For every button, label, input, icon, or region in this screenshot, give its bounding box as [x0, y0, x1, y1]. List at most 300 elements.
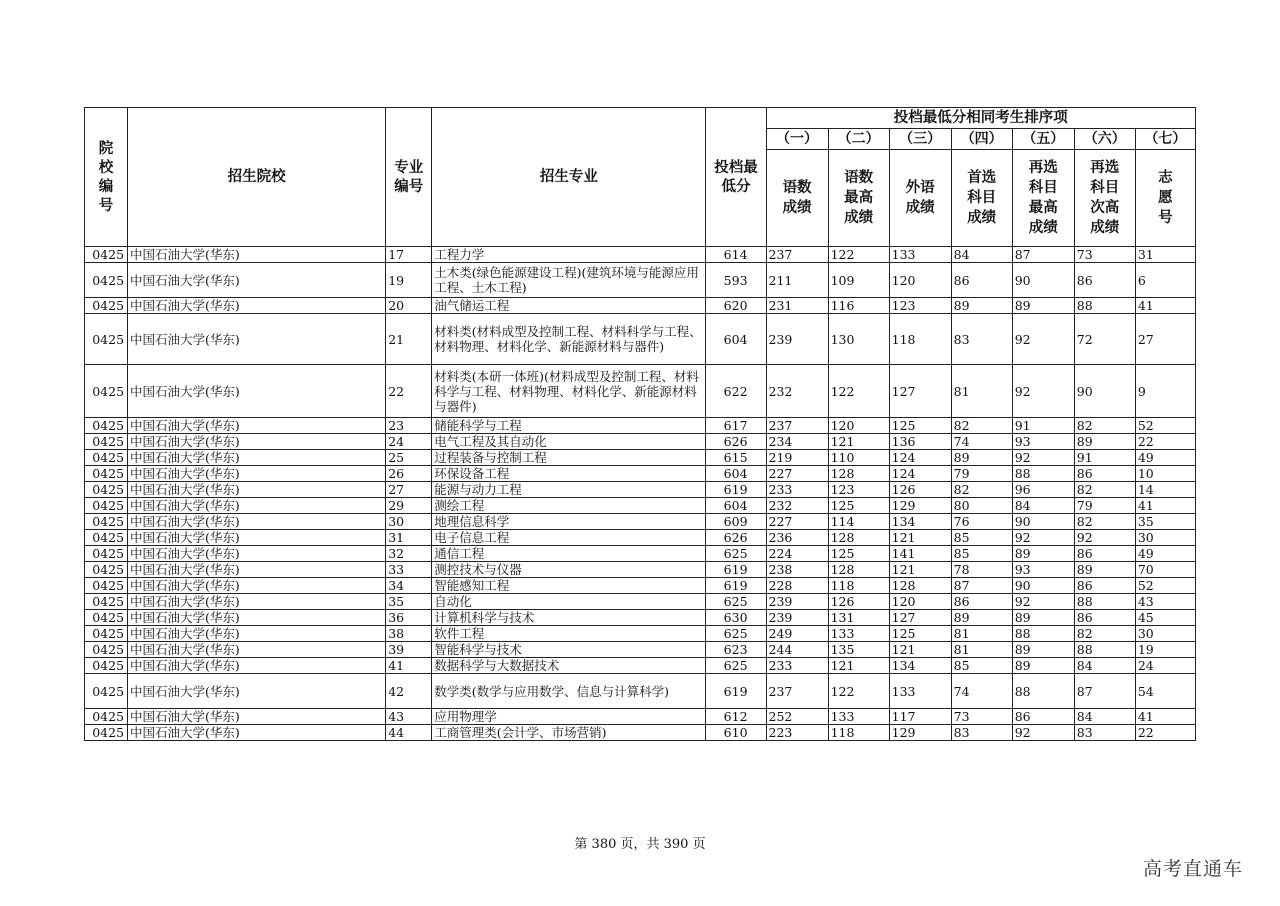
- cell-score-6: 90: [1074, 365, 1135, 418]
- cell-major-name: 材料类(本研一体班)(材料成型及控制工程、材料科学与工程、材料物理、材料化学、新能源材料与器件): [432, 365, 706, 418]
- cell-college-name: 中国石油大学(华东): [128, 498, 386, 514]
- cell-score-4: 79: [951, 466, 1012, 482]
- cell-score-3: 136: [889, 434, 951, 450]
- header-college-code: 院校编号: [85, 108, 128, 247]
- cell-score-3: 124: [889, 450, 951, 466]
- cell-score-7: 49: [1135, 450, 1195, 466]
- cell-score-7: 9: [1135, 365, 1195, 418]
- cell-score-3: 124: [889, 466, 951, 482]
- table-row: [85, 450, 1196, 466]
- cell-score-5: 90: [1012, 514, 1074, 530]
- cell-score-4: 86: [951, 594, 1012, 610]
- cell-score-2: 110: [828, 450, 889, 466]
- cell-score-3: 121: [889, 562, 951, 578]
- cell-college-code: 0425: [85, 482, 128, 498]
- cell-score-7: 10: [1135, 466, 1195, 482]
- cell-score-1: 232: [766, 365, 828, 418]
- cell-college-name: 中国石油大学(华东): [128, 725, 386, 741]
- cell-major-code: 27: [386, 482, 432, 498]
- cell-score-6: 92: [1074, 530, 1135, 546]
- cell-major-code: 41: [386, 658, 432, 674]
- cell-score-1: 211: [766, 263, 828, 298]
- cell-score-4: 82: [951, 418, 1012, 434]
- cell-score-3: 125: [889, 418, 951, 434]
- cell-score-5: 89: [1012, 546, 1074, 562]
- cell-score-7: 45: [1135, 610, 1195, 626]
- cell-major-name: 自动化: [432, 594, 706, 610]
- cell-major-name: 电子信息工程: [432, 530, 706, 546]
- cell-major-name: 过程装备与控制工程: [432, 450, 706, 466]
- cell-college-name: 中国石油大学(华东): [128, 610, 386, 626]
- cell-college-code: 0425: [85, 314, 128, 365]
- cell-min-score: 619: [706, 674, 766, 709]
- header-order-4: （四）: [951, 129, 1012, 150]
- cell-college-name: 中国石油大学(华东): [128, 709, 386, 725]
- cell-score-3: 129: [889, 725, 951, 741]
- cell-major-code: 19: [386, 263, 432, 298]
- header-sub-2: 语数最高成绩: [828, 150, 889, 247]
- cell-college-code: 0425: [85, 725, 128, 741]
- table-row: [85, 578, 1196, 594]
- cell-college-name: 中国石油大学(华东): [128, 466, 386, 482]
- cell-score-4: 74: [951, 434, 1012, 450]
- cell-score-6: 87: [1074, 674, 1135, 709]
- cell-score-4: 83: [951, 314, 1012, 365]
- cell-college-code: 0425: [85, 578, 128, 594]
- cell-college-name: 中国石油大学(华东): [128, 562, 386, 578]
- cell-major-code: 25: [386, 450, 432, 466]
- cell-major-name: 测绘工程: [432, 498, 706, 514]
- cell-score-6: 88: [1074, 594, 1135, 610]
- cell-score-3: 129: [889, 498, 951, 514]
- cell-score-6: 84: [1074, 658, 1135, 674]
- cell-score-6: 86: [1074, 578, 1135, 594]
- cell-score-7: 52: [1135, 578, 1195, 594]
- cell-min-score: 620: [706, 298, 766, 314]
- cell-score-6: 73: [1074, 247, 1135, 263]
- cell-major-name: 储能科学与工程: [432, 418, 706, 434]
- cell-score-5: 92: [1012, 725, 1074, 741]
- cell-major-name: 油气储运工程: [432, 298, 706, 314]
- cell-min-score: 617: [706, 418, 766, 434]
- cell-major-code: 17: [386, 247, 432, 263]
- cell-score-3: 127: [889, 365, 951, 418]
- cell-score-3: 120: [889, 263, 951, 298]
- cell-score-4: 89: [951, 610, 1012, 626]
- table-row: [85, 546, 1196, 562]
- cell-score-5: 92: [1012, 450, 1074, 466]
- cell-college-name: 中国石油大学(华东): [128, 450, 386, 466]
- cell-college-name: 中国石油大学(华东): [128, 434, 386, 450]
- cell-major-code: 23: [386, 418, 432, 434]
- cell-major-code: 32: [386, 546, 432, 562]
- cell-college-code: 0425: [85, 658, 128, 674]
- cell-major-name: 土木类(绿色能源建设工程)(建筑环境与能源应用工程、土木工程): [432, 263, 706, 298]
- cell-college-code: 0425: [85, 247, 128, 263]
- cell-score-1: 239: [766, 594, 828, 610]
- cell-score-4: 82: [951, 482, 1012, 498]
- header-order-6: （六）: [1074, 129, 1135, 150]
- table-row: [85, 626, 1196, 642]
- cell-score-1: 233: [766, 482, 828, 498]
- cell-score-7: 35: [1135, 514, 1195, 530]
- cell-score-4: 85: [951, 658, 1012, 674]
- header-order-2: （二）: [828, 129, 889, 150]
- header-sub-3: 外语成绩: [889, 150, 951, 247]
- table-row: [85, 418, 1196, 434]
- cell-college-name: 中国石油大学(华东): [128, 482, 386, 498]
- cell-score-3: 127: [889, 610, 951, 626]
- cell-score-5: 92: [1012, 530, 1074, 546]
- cell-min-score: 626: [706, 434, 766, 450]
- cell-score-2: 128: [828, 530, 889, 546]
- cell-score-2: 122: [828, 247, 889, 263]
- cell-score-6: 88: [1074, 298, 1135, 314]
- cell-college-code: 0425: [85, 418, 128, 434]
- cell-score-4: 81: [951, 642, 1012, 658]
- cell-min-score: 625: [706, 626, 766, 642]
- cell-score-4: 76: [951, 514, 1012, 530]
- cell-major-name: 智能科学与技术: [432, 642, 706, 658]
- cell-score-2: 116: [828, 298, 889, 314]
- cell-score-7: 41: [1135, 709, 1195, 725]
- cell-college-code: 0425: [85, 434, 128, 450]
- cell-score-4: 74: [951, 674, 1012, 709]
- table-header: [85, 108, 1196, 247]
- cell-college-code: 0425: [85, 642, 128, 658]
- header-sub-7: 志愿号: [1135, 150, 1195, 247]
- cell-score-2: 114: [828, 514, 889, 530]
- cell-min-score: 604: [706, 314, 766, 365]
- cell-min-score: 604: [706, 466, 766, 482]
- cell-score-1: 228: [766, 578, 828, 594]
- cell-score-5: 88: [1012, 466, 1074, 482]
- cell-score-7: 41: [1135, 498, 1195, 514]
- cell-score-3: 123: [889, 298, 951, 314]
- table-row: [85, 434, 1196, 450]
- cell-min-score: 623: [706, 642, 766, 658]
- cell-score-2: 128: [828, 562, 889, 578]
- cell-score-2: 133: [828, 709, 889, 725]
- table-row: [85, 514, 1196, 530]
- page-footer: 第 380 页，共 390 页: [574, 837, 706, 852]
- cell-major-code: 30: [386, 514, 432, 530]
- cell-major-name: 智能感知工程: [432, 578, 706, 594]
- cell-score-5: 89: [1012, 658, 1074, 674]
- cell-score-1: 227: [766, 514, 828, 530]
- cell-min-score: 625: [706, 594, 766, 610]
- cell-score-6: 89: [1074, 562, 1135, 578]
- cell-major-code: 24: [386, 434, 432, 450]
- cell-score-3: 134: [889, 658, 951, 674]
- cell-score-1: 224: [766, 546, 828, 562]
- cell-score-1: 227: [766, 466, 828, 482]
- table-row: [85, 562, 1196, 578]
- cell-score-2: 109: [828, 263, 889, 298]
- table-row: [85, 298, 1196, 314]
- cell-score-5: 91: [1012, 418, 1074, 434]
- cell-score-1: 237: [766, 418, 828, 434]
- cell-score-2: 122: [828, 674, 889, 709]
- header-order-3: （三）: [889, 129, 951, 150]
- cell-college-name: 中国石油大学(华东): [128, 674, 386, 709]
- cell-college-code: 0425: [85, 709, 128, 725]
- cell-major-code: 26: [386, 466, 432, 482]
- cell-score-6: 89: [1074, 434, 1135, 450]
- cell-college-code: 0425: [85, 594, 128, 610]
- cell-min-score: 615: [706, 450, 766, 466]
- cell-major-name: 应用物理学: [432, 709, 706, 725]
- cell-score-5: 90: [1012, 263, 1074, 298]
- cell-score-4: 85: [951, 546, 1012, 562]
- header-min-score: 投档最低分: [706, 108, 766, 247]
- cell-min-score: 625: [706, 658, 766, 674]
- cell-score-5: 96: [1012, 482, 1074, 498]
- cell-college-name: 中国石油大学(华东): [128, 530, 386, 546]
- cell-college-code: 0425: [85, 466, 128, 482]
- cell-score-3: 121: [889, 530, 951, 546]
- cell-score-5: 93: [1012, 434, 1074, 450]
- cell-score-5: 92: [1012, 365, 1074, 418]
- header-order-7: （七）: [1135, 129, 1195, 150]
- cell-college-name: 中国石油大学(华东): [128, 546, 386, 562]
- cell-score-3: 125: [889, 626, 951, 642]
- cell-major-code: 29: [386, 498, 432, 514]
- cell-major-name: 软件工程: [432, 626, 706, 642]
- cell-score-2: 121: [828, 434, 889, 450]
- cell-score-3: 134: [889, 514, 951, 530]
- cell-college-code: 0425: [85, 365, 128, 418]
- cell-score-6: 82: [1074, 626, 1135, 642]
- cell-score-6: 82: [1074, 418, 1135, 434]
- cell-min-score: 614: [706, 247, 766, 263]
- cell-score-1: 223: [766, 725, 828, 741]
- cell-min-score: 626: [706, 530, 766, 546]
- table-row: [85, 658, 1196, 674]
- header-order-1: （一）: [766, 129, 828, 150]
- cell-college-name: 中国石油大学(华东): [128, 594, 386, 610]
- header-tiebreak-group: 投档最低分相同考生排序项: [766, 108, 1195, 129]
- cell-score-7: 31: [1135, 247, 1195, 263]
- cell-score-2: 130: [828, 314, 889, 365]
- cell-score-2: 135: [828, 642, 889, 658]
- cell-score-2: 133: [828, 626, 889, 642]
- cell-score-7: 27: [1135, 314, 1195, 365]
- cell-college-name: 中国石油大学(华东): [128, 314, 386, 365]
- cell-score-4: 83: [951, 725, 1012, 741]
- cell-score-5: 89: [1012, 298, 1074, 314]
- cell-score-5: 86: [1012, 709, 1074, 725]
- cell-score-7: 49: [1135, 546, 1195, 562]
- cell-score-6: 72: [1074, 314, 1135, 365]
- table-row: [85, 365, 1196, 418]
- cell-score-4: 80: [951, 498, 1012, 514]
- watermark-text: 高考直通车: [1143, 858, 1244, 880]
- cell-college-name: 中国石油大学(华东): [128, 365, 386, 418]
- cell-min-score: 609: [706, 514, 766, 530]
- cell-score-7: 30: [1135, 530, 1195, 546]
- cell-min-score: 625: [706, 546, 766, 562]
- cell-min-score: 630: [706, 610, 766, 626]
- cell-score-2: 118: [828, 725, 889, 741]
- cell-score-7: 54: [1135, 674, 1195, 709]
- cell-score-6: 88: [1074, 642, 1135, 658]
- cell-college-code: 0425: [85, 450, 128, 466]
- cell-min-score: 619: [706, 562, 766, 578]
- table-row: [85, 674, 1196, 709]
- cell-score-7: 52: [1135, 418, 1195, 434]
- cell-score-5: 84: [1012, 498, 1074, 514]
- table-row: [85, 642, 1196, 658]
- cell-score-5: 88: [1012, 674, 1074, 709]
- cell-score-3: 133: [889, 674, 951, 709]
- cell-score-6: 86: [1074, 263, 1135, 298]
- cell-score-2: 125: [828, 498, 889, 514]
- cell-score-2: 118: [828, 578, 889, 594]
- table-row: [85, 314, 1196, 365]
- cell-score-7: 41: [1135, 298, 1195, 314]
- cell-score-2: 122: [828, 365, 889, 418]
- cell-score-1: 234: [766, 434, 828, 450]
- header-major-code: 专业编号: [386, 108, 432, 247]
- cell-major-code: 22: [386, 365, 432, 418]
- cell-score-2: 121: [828, 658, 889, 674]
- cell-major-code: 33: [386, 562, 432, 578]
- cell-major-name: 通信工程: [432, 546, 706, 562]
- cell-min-score: 619: [706, 482, 766, 498]
- table-row: [85, 247, 1196, 263]
- cell-score-5: 88: [1012, 626, 1074, 642]
- cell-score-6: 82: [1074, 482, 1135, 498]
- cell-score-1: 238: [766, 562, 828, 578]
- cell-major-name: 工商管理类(会计学、市场营销): [432, 725, 706, 741]
- cell-score-1: 219: [766, 450, 828, 466]
- cell-min-score: 604: [706, 498, 766, 514]
- table-row: [85, 610, 1196, 626]
- cell-major-name: 数学类(数学与应用数学、信息与计算科学): [432, 674, 706, 709]
- cell-score-2: 131: [828, 610, 889, 626]
- cell-college-name: 中国石油大学(华东): [128, 658, 386, 674]
- table-row: [85, 263, 1196, 298]
- cell-score-3: 126: [889, 482, 951, 498]
- cell-major-code: 35: [386, 594, 432, 610]
- cell-college-name: 中国石油大学(华东): [128, 514, 386, 530]
- cell-score-1: 237: [766, 247, 828, 263]
- table-row: [85, 594, 1196, 610]
- header-sub-6: 再选科目次高成绩: [1074, 150, 1135, 247]
- cell-score-5: 87: [1012, 247, 1074, 263]
- cell-major-code: 34: [386, 578, 432, 594]
- cell-score-1: 233: [766, 658, 828, 674]
- cell-college-code: 0425: [85, 498, 128, 514]
- cell-score-3: 121: [889, 642, 951, 658]
- cell-min-score: 619: [706, 578, 766, 594]
- cell-score-3: 133: [889, 247, 951, 263]
- cell-score-1: 244: [766, 642, 828, 658]
- cell-score-7: 43: [1135, 594, 1195, 610]
- cell-score-5: 89: [1012, 610, 1074, 626]
- cell-score-7: 30: [1135, 626, 1195, 642]
- cell-major-name: 能源与动力工程: [432, 482, 706, 498]
- cell-major-code: 31: [386, 530, 432, 546]
- cell-score-4: 86: [951, 263, 1012, 298]
- cell-major-name: 材料类(材料成型及控制工程、材料科学与工程、材料物理、材料化学、新能源材料与器件): [432, 314, 706, 365]
- cell-min-score: 612: [706, 709, 766, 725]
- cell-score-3: 141: [889, 546, 951, 562]
- header-sub-1: 语数成绩: [766, 150, 828, 247]
- table-row: [85, 498, 1196, 514]
- cell-major-code: 42: [386, 674, 432, 709]
- cell-score-6: 91: [1074, 450, 1135, 466]
- cell-college-code: 0425: [85, 562, 128, 578]
- cell-score-5: 92: [1012, 594, 1074, 610]
- cell-score-4: 85: [951, 530, 1012, 546]
- cell-score-6: 84: [1074, 709, 1135, 725]
- cell-college-name: 中国石油大学(华东): [128, 298, 386, 314]
- cell-college-code: 0425: [85, 610, 128, 626]
- cell-major-name: 计算机科学与技术: [432, 610, 706, 626]
- cell-college-code: 0425: [85, 546, 128, 562]
- cell-score-6: 82: [1074, 514, 1135, 530]
- cell-score-7: 24: [1135, 658, 1195, 674]
- cell-score-4: 87: [951, 578, 1012, 594]
- cell-college-name: 中国石油大学(华东): [128, 626, 386, 642]
- table-row: [85, 466, 1196, 482]
- cell-score-1: 239: [766, 610, 828, 626]
- cell-min-score: 622: [706, 365, 766, 418]
- cell-score-2: 123: [828, 482, 889, 498]
- cell-score-4: 89: [951, 298, 1012, 314]
- cell-major-name: 测控技术与仪器: [432, 562, 706, 578]
- cell-score-7: 6: [1135, 263, 1195, 298]
- cell-score-2: 128: [828, 466, 889, 482]
- cell-score-1: 236: [766, 530, 828, 546]
- cell-score-2: 120: [828, 418, 889, 434]
- cell-score-7: 22: [1135, 434, 1195, 450]
- cell-college-name: 中国石油大学(华东): [128, 418, 386, 434]
- cell-score-6: 86: [1074, 610, 1135, 626]
- table-body: [85, 247, 1196, 741]
- cell-major-code: 20: [386, 298, 432, 314]
- table-row: [85, 530, 1196, 546]
- cell-college-name: 中国石油大学(华东): [128, 263, 386, 298]
- cell-score-4: 81: [951, 365, 1012, 418]
- cell-score-4: 81: [951, 626, 1012, 642]
- cell-major-code: 44: [386, 725, 432, 741]
- cell-score-1: 252: [766, 709, 828, 725]
- header-sub-5: 再选科目最高成绩: [1012, 150, 1074, 247]
- cell-score-5: 93: [1012, 562, 1074, 578]
- cell-min-score: 593: [706, 263, 766, 298]
- header-order-5: （五）: [1012, 129, 1074, 150]
- cell-min-score: 610: [706, 725, 766, 741]
- cell-score-5: 92: [1012, 314, 1074, 365]
- cell-score-1: 239: [766, 314, 828, 365]
- cell-score-7: 22: [1135, 725, 1195, 741]
- cell-score-7: 14: [1135, 482, 1195, 498]
- cell-score-3: 128: [889, 578, 951, 594]
- cell-major-name: 电气工程及其自动化: [432, 434, 706, 450]
- cell-major-code: 21: [386, 314, 432, 365]
- cell-score-3: 120: [889, 594, 951, 610]
- cell-college-name: 中国石油大学(华东): [128, 578, 386, 594]
- cell-score-4: 73: [951, 709, 1012, 725]
- cell-major-code: 43: [386, 709, 432, 725]
- cell-score-6: 86: [1074, 546, 1135, 562]
- cell-college-name: 中国石油大学(华东): [128, 247, 386, 263]
- cell-major-code: 36: [386, 610, 432, 626]
- cell-score-5: 90: [1012, 578, 1074, 594]
